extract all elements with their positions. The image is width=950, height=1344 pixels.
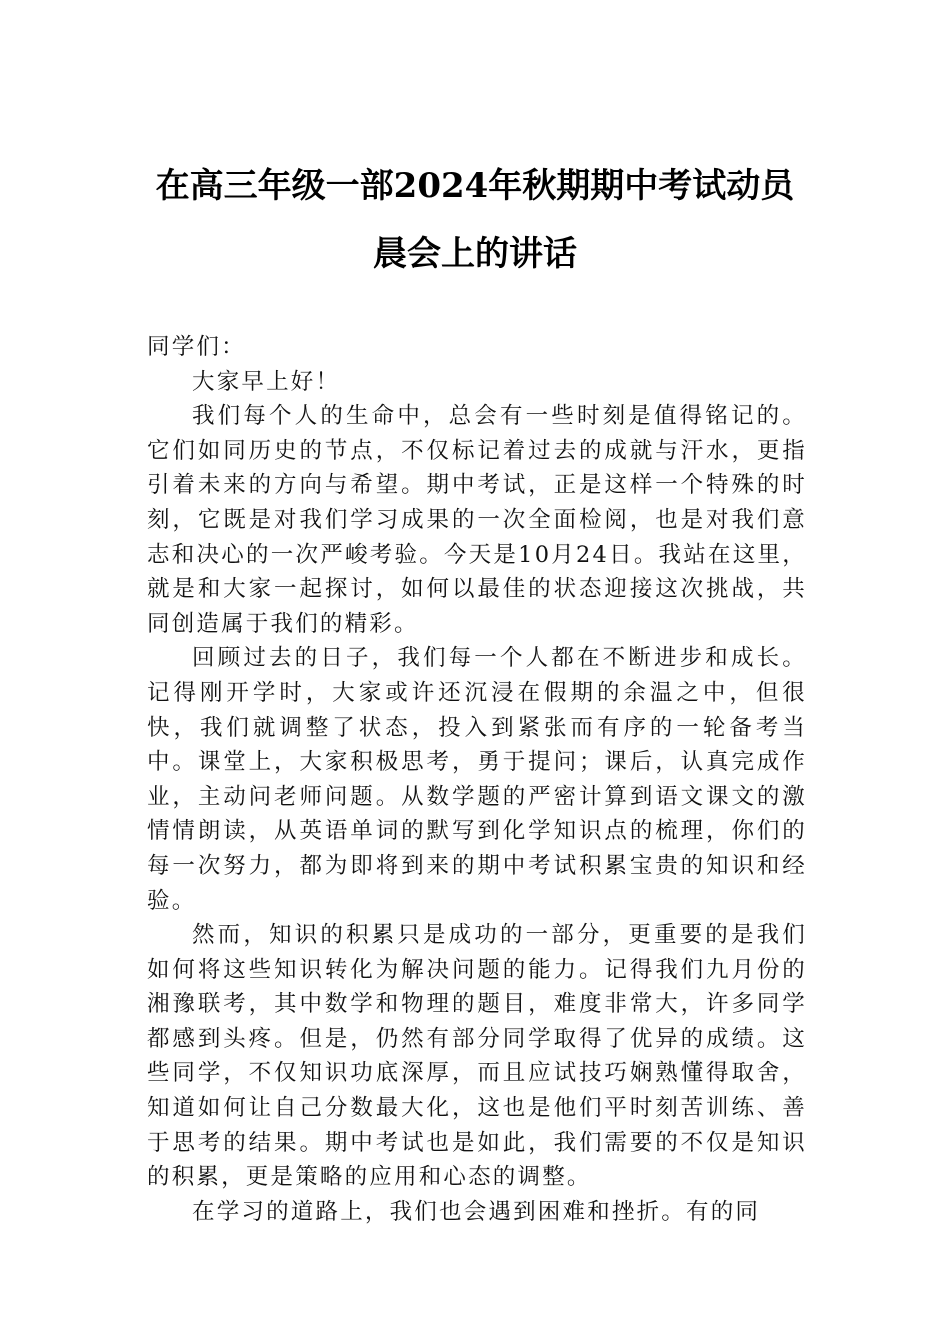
paragraph-1: 我们每个人的生命中，总会有一些时刻是值得铭记的。它们如同历史的节点，不仅标记着过去的成就与汗水，更指引着未来的方向与希望。期中考试，正是这样一个特殊的时刻，它既是对我们学习成果的一次全面检阅，也是对我们意志和决心的一次严峻考验。今天是10月24日。我站在这里，就是和大家一起探讨，如何以最佳的状态迎接这次挑战，共同创造属于我们的精彩。	[147, 403, 807, 637]
paragraph-3: 然而，知识的积累只是成功的一部分，更重要的是我们如何将这些知识转化为解决问题的能力。记得我们九月份的湘豫联考，其中数学和物理的题目，难度非常大，许多同学都感到头疼。但是，仍然有部分同学取得了优异的成绩。这些同学，不仅知识功底深厚，而且应试技巧娴熟懂得取舍，知道如何让自己分数最大化，这也是他们平时刻苦训练、善于思考的结果。期中考试也是如此，我们需要的不仅是知识的积累，更是策略的应用和心态的调整。	[147, 922, 807, 1191]
paragraph-greeting: 大家早上好！	[192, 368, 341, 395]
salutation: 同学们：	[147, 334, 246, 360]
paragraph-4: 在学习的道路上，我们也会遇到困难和挫折。有的同	[192, 1198, 761, 1225]
document-title-line-2: 晨会上的讲话	[373, 234, 577, 274]
document-body	[147, 330, 807, 1229]
paragraph-2: 回顾过去的日子，我们每一个人都在不断进步和成长。记得刚开学时，大家或许还沉浸在假期的余温之中，但很快，我们就调整了状态，投入到紧张而有序的一轮备考当中。课堂上，大家积极思考，勇于提问；课后，认真完成作业，主动问老师问题。从数学题的严密计算到语文课文的激情情朗读，从英语单词的默写到化学知识点的梳理，你们的每一次努力，都为即将到来的期中考试积累宝贵的知识和经验。	[147, 645, 807, 914]
document-title-line-1: 在高三年级一部2024年秋期期中考试动员	[155, 166, 795, 206]
